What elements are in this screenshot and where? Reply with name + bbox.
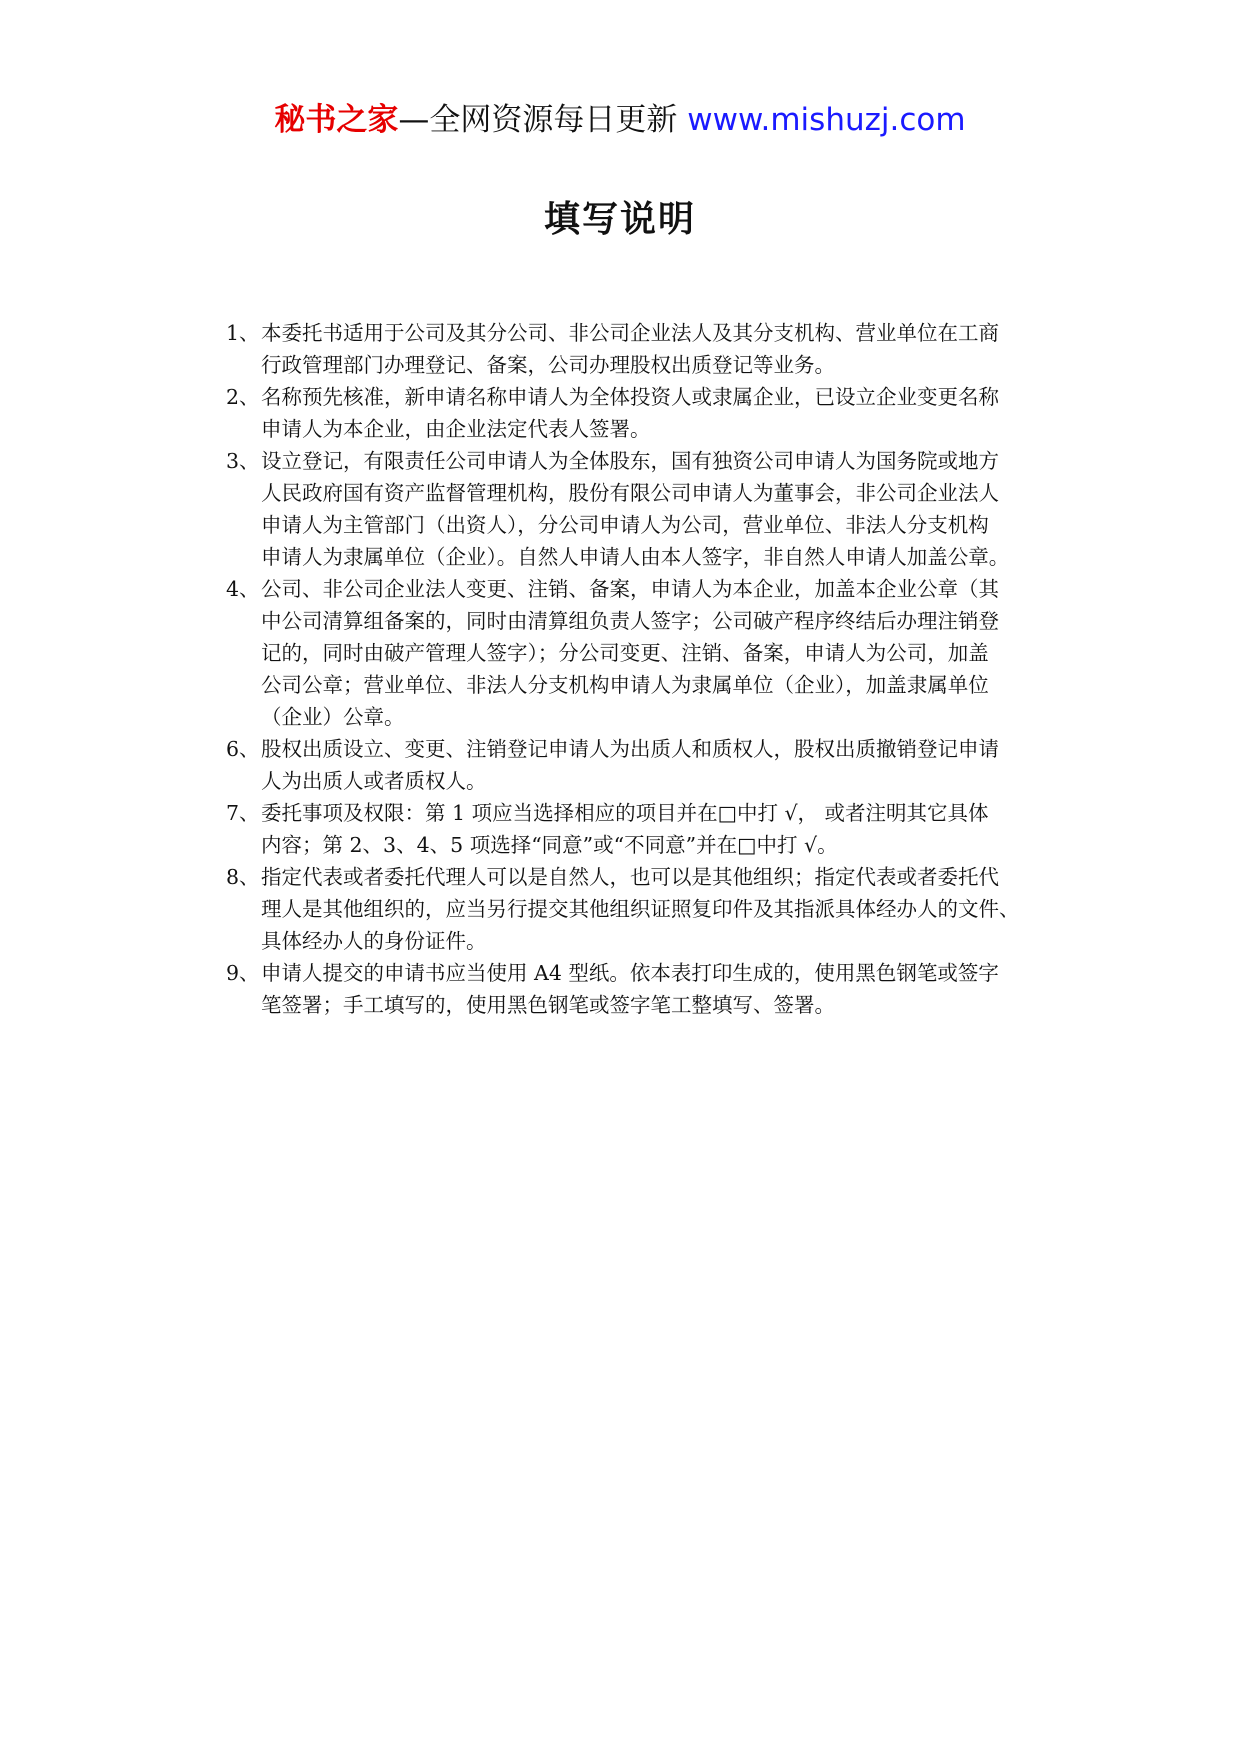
instruction-line: 记的，同时由破产管理人签字）；分公司变更、注销、备案，申请人为公司，加盖 <box>261 641 989 665</box>
instruction-number: 8、 <box>226 865 260 889</box>
instruction-line: 名称预先核准，新申请名称申请人为全体投资人或隶属企业，已设立企业变更名称 <box>261 385 999 409</box>
instruction-number: 4、 <box>226 577 260 601</box>
instruction-item <box>226 957 1086 1021</box>
instruction-number: 1、 <box>226 321 260 345</box>
instructions-list <box>226 317 1086 1021</box>
instruction-line: 公司公章；营业单位、非法人分支机构申请人为隶属单位（企业），加盖隶属单位 <box>261 673 989 697</box>
site-url-link[interactable]: www.mishuzj.com <box>687 102 966 138</box>
site-brand: 秘书之家 <box>274 102 399 138</box>
site-header <box>0 100 1240 140</box>
instruction-item <box>226 573 1086 733</box>
instruction-line: 中公司清算组备案的，同时由清算组负责人签字；公司破产程序终结后办理注销登 <box>261 609 999 633</box>
page-title: 填写说明 <box>543 199 696 240</box>
instruction-item <box>226 445 1086 573</box>
instruction-line: 股权出质设立、变更、注销登记申请人为出质人和质权人，股权出质撤销登记申请 <box>261 737 999 761</box>
instruction-number: 9、 <box>226 961 260 985</box>
instruction-number: 2、 <box>226 385 260 409</box>
instruction-line: 公司、非公司企业法人变更、注销、备案，申请人为本企业，加盖本企业公章（其 <box>261 577 999 601</box>
instruction-line: 人为出质人或者质权人。 <box>261 769 487 793</box>
instruction-number: 7、 <box>226 801 260 825</box>
instruction-line: 申请人为本企业，由企业法定代表人签署。 <box>261 417 651 441</box>
instruction-item <box>226 733 1086 797</box>
instruction-line: 委托事项及权限：第 1 项应当选择相应的项目并在□中打 √， 或者注明其它具体 <box>261 801 989 825</box>
instruction-line: 人民政府国有资产监督管理机构，股份有限公司申请人为董事会，非公司企业法人 <box>261 481 999 505</box>
instruction-line: 笔签署；手工填写的，使用黑色钢笔或签字笔工整填写、签署。 <box>261 993 835 1017</box>
instruction-line: 理人是其他组织的，应当另行提交其他组织证照复印件及其指派具体经办人的文件、 <box>261 897 1020 921</box>
site-tagline: —全网资源每日更新 <box>398 102 678 138</box>
instruction-line: 申请人为主管部门（出资人），分公司申请人为公司，营业单位、非法人分支机构 <box>261 513 989 537</box>
instruction-item <box>226 861 1086 957</box>
instruction-line: 申请人为隶属单位（企业）。自然人申请人由本人签字，非自然人申请人加盖公章。 <box>261 545 1010 569</box>
instruction-line: 申请人提交的申请书应当使用 A4 型纸。依本表打印生成的，使用黑色钢笔或签字 <box>261 961 999 985</box>
instruction-item <box>226 317 1086 381</box>
instruction-line: 设立登记，有限责任公司申请人为全体股东，国有独资公司申请人为国务院或地方 <box>261 449 999 473</box>
instruction-line: 本委托书适用于公司及其分公司、非公司企业法人及其分支机构、营业单位在工商 <box>261 321 999 345</box>
instruction-number: 3、 <box>226 449 260 473</box>
instruction-item <box>226 797 1086 861</box>
instruction-line: 指定代表或者委托代理人可以是自然人，也可以是其他组织；指定代表或者委托代 <box>261 865 999 889</box>
instruction-number: 6、 <box>226 737 260 761</box>
instruction-line: 行政管理部门办理登记、备案，公司办理股权出质登记等业务。 <box>261 353 835 377</box>
instruction-line: （企业）公章。 <box>261 705 405 729</box>
instruction-line: 内容；第 2、3、4、5 项选择“同意”或“不同意”并在□中打 √。 <box>261 833 838 857</box>
instruction-line: 具体经办人的身份证件。 <box>261 929 487 953</box>
instruction-item <box>226 381 1086 445</box>
